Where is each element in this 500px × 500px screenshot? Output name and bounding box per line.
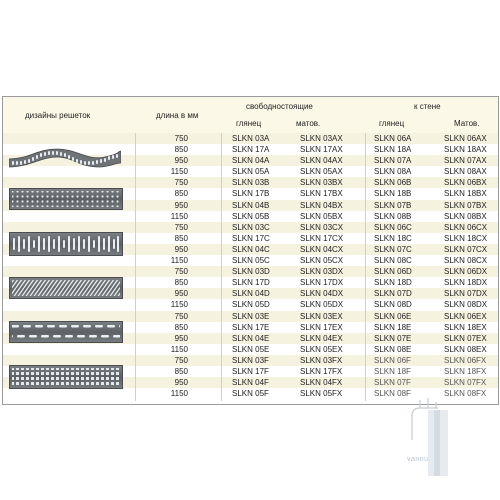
wall-matt-cell: SLKN 07DX — [444, 289, 488, 299]
freestanding-gloss-cell: SLKN 04A — [232, 156, 270, 166]
wall-matt-cell: SLKN 08EX — [444, 344, 487, 354]
length-cell: 1150 — [170, 256, 188, 266]
wall-gloss-cell: SLKN 18C — [374, 233, 412, 243]
freestanding-gloss-cell: SLKN 03B — [232, 178, 270, 188]
freestanding-gloss-cell: SLKN 04C — [232, 244, 270, 254]
length-cell: 850 — [174, 366, 188, 376]
wall-gloss-cell: SLKN 07B — [374, 200, 412, 210]
wall-gloss-cell: SLKN 06B — [374, 178, 412, 188]
header-freestanding: свободностоящие — [246, 102, 313, 111]
header-matt-wall: Матов. — [454, 119, 480, 128]
freestanding-matt-cell: SLKN 04CX — [300, 244, 344, 254]
wall-matt-cell: SLKN 07BX — [444, 200, 487, 210]
freestanding-matt-cell: SLKN 17BX — [300, 189, 343, 199]
freestanding-gloss-cell: SLKN 05A — [232, 167, 270, 177]
length-cell: 750 — [174, 311, 188, 321]
grate-wave-slots-image — [9, 143, 121, 169]
wall-gloss-cell: SLKN 08A — [374, 167, 412, 177]
grate-dot-grid-image — [9, 188, 123, 210]
length-cell: 1150 — [170, 211, 188, 221]
freestanding-matt-cell: SLKN 04FX — [300, 378, 343, 388]
table-body — [3, 133, 498, 399]
freestanding-gloss-cell: SLKN 04D — [232, 289, 270, 299]
wall-matt-cell: SLKN 07FX — [444, 378, 487, 388]
freestanding-gloss-cell: SLKN 03D — [232, 267, 270, 277]
wall-matt-cell: SLKN 06AX — [444, 134, 487, 143]
length-cell: 850 — [174, 189, 188, 199]
wall-matt-cell: SLKN 18CX — [444, 233, 488, 243]
freestanding-matt-cell: SLKN 03FX — [300, 355, 343, 365]
freestanding-gloss-cell: SLKN 17B — [232, 189, 270, 199]
table-row — [3, 299, 498, 310]
length-cell: 850 — [174, 322, 188, 332]
wall-matt-cell: SLKN 07AX — [444, 156, 487, 166]
price-table — [2, 96, 499, 405]
freestanding-matt-cell: SLKN 17EX — [300, 322, 343, 332]
length-cell: 950 — [174, 378, 188, 388]
wall-gloss-cell: SLKN 18D — [374, 278, 412, 288]
wall-gloss-cell: SLKN 08B — [374, 211, 412, 221]
freestanding-matt-cell: SLKN 03CX — [300, 222, 344, 232]
freestanding-gloss-cell: SLKN 04E — [232, 333, 270, 343]
length-cell: 750 — [174, 178, 188, 188]
length-cell: 1150 — [170, 344, 188, 354]
wall-matt-cell: SLKN 06BX — [444, 178, 487, 188]
grate-vertical-slots-image — [9, 232, 123, 256]
freestanding-gloss-cell: SLKN 05E — [232, 344, 270, 354]
grate-diagonal-stripes-image — [9, 277, 123, 299]
freestanding-matt-cell: SLKN 17CX — [300, 233, 344, 243]
length-cell: 750 — [174, 134, 188, 143]
length-cell: 950 — [174, 244, 188, 254]
freestanding-matt-cell: SLKN 05EX — [300, 344, 343, 354]
column-divider — [221, 133, 222, 401]
length-cell: 950 — [174, 333, 188, 343]
wall-gloss-cell: SLKN 18E — [374, 322, 412, 332]
freestanding-gloss-cell: SLKN 05F — [232, 389, 269, 399]
wall-matt-cell: SLKN 08FX — [444, 389, 487, 399]
freestanding-matt-cell: SLKN 04DX — [300, 289, 344, 299]
wall-matt-cell: SLKN 08DX — [444, 300, 488, 310]
wall-gloss-cell: SLKN 18B — [374, 189, 412, 199]
wall-gloss-cell: SLKN 18A — [374, 145, 412, 155]
wall-matt-cell: SLKN 18AX — [444, 145, 487, 155]
length-cell: 850 — [174, 278, 188, 288]
freestanding-gloss-cell: SLKN 17F — [232, 366, 269, 376]
freestanding-gloss-cell: SLKN 03E — [232, 311, 270, 321]
freestanding-matt-cell: SLKN 04AX — [300, 156, 343, 166]
wall-matt-cell: SLKN 08BX — [444, 211, 487, 221]
wall-matt-cell: SLKN 07CX — [444, 244, 488, 254]
table-row — [3, 344, 498, 355]
freestanding-matt-cell: SLKN 04BX — [300, 200, 343, 210]
header-gloss-freestanding: глянец — [236, 119, 262, 128]
length-cell: 950 — [174, 289, 188, 299]
freestanding-gloss-cell: SLKN 17D — [232, 278, 270, 288]
wall-gloss-cell: SLKN 08C — [374, 256, 412, 266]
header-matt-freestanding: матов. — [296, 119, 321, 128]
freestanding-gloss-cell: SLKN 17A — [232, 145, 270, 155]
length-cell: 950 — [174, 156, 188, 166]
wall-gloss-cell: SLKN 07E — [374, 333, 412, 343]
table-row — [3, 255, 498, 266]
column-divider — [135, 133, 136, 401]
watermark-text: vannu — [407, 456, 429, 463]
length-cell: 1150 — [170, 167, 188, 177]
freestanding-gloss-cell: SLKN 04B — [232, 200, 270, 210]
freestanding-gloss-cell: SLKN 03F — [232, 355, 269, 365]
freestanding-matt-cell: SLKN 05BX — [300, 211, 343, 221]
column-divider — [365, 133, 366, 401]
wall-gloss-cell: SLKN 08E — [374, 344, 412, 354]
table-row — [3, 266, 498, 277]
freestanding-matt-cell: SLKN 05CX — [300, 256, 344, 266]
wall-matt-cell: SLKN 18DX — [444, 278, 488, 288]
wall-matt-cell: SLKN 18EX — [444, 322, 487, 332]
wall-matt-cell: SLKN 18BX — [444, 189, 487, 199]
freestanding-matt-cell: SLKN 03AX — [300, 134, 343, 143]
table-header — [3, 97, 498, 133]
wall-gloss-cell: SLKN 06F — [374, 355, 411, 365]
grate-dash-rows-image — [9, 321, 123, 343]
grate-square-grid-image — [9, 365, 123, 389]
freestanding-gloss-cell: SLKN 03A — [232, 134, 270, 143]
freestanding-gloss-cell: SLKN 05B — [232, 211, 270, 221]
table-row — [3, 177, 498, 188]
freestanding-matt-cell: SLKN 05DX — [300, 300, 344, 310]
wall-gloss-cell: SLKN 08F — [374, 389, 411, 399]
wall-gloss-cell: SLKN 06C — [374, 222, 412, 232]
length-cell: 1150 — [170, 389, 188, 399]
wall-gloss-cell: SLKN 07A — [374, 156, 412, 166]
length-cell: 750 — [174, 222, 188, 232]
length-cell: 750 — [174, 267, 188, 277]
wall-gloss-cell: SLKN 06D — [374, 267, 412, 277]
wall-matt-cell: SLKN 18FX — [444, 366, 487, 376]
wall-gloss-cell: SLKN 07D — [374, 289, 412, 299]
length-cell: 1150 — [170, 300, 188, 310]
length-cell: 850 — [174, 145, 188, 155]
header-designs: дизайны решеток — [25, 111, 91, 120]
length-cell: 950 — [174, 200, 188, 210]
wall-matt-cell: SLKN 06CX — [444, 222, 488, 232]
wall-gloss-cell: SLKN 06E — [374, 311, 412, 321]
wall-gloss-cell: SLKN 18F — [374, 366, 411, 376]
freestanding-matt-cell: SLKN 03DX — [300, 267, 344, 277]
wall-matt-cell: SLKN 07EX — [444, 333, 487, 343]
header-length: длина в мм — [156, 111, 199, 120]
freestanding-gloss-cell: SLKN 17C — [232, 233, 270, 243]
freestanding-gloss-cell: SLKN 03C — [232, 222, 270, 232]
freestanding-gloss-cell: SLKN 17E — [232, 322, 270, 332]
header-gloss-wall: глянец — [379, 119, 405, 128]
length-cell: 850 — [174, 233, 188, 243]
freestanding-matt-cell: SLKN 17DX — [300, 278, 344, 288]
freestanding-matt-cell: SLKN 03BX — [300, 178, 343, 188]
wall-gloss-cell: SLKN 06A — [374, 134, 412, 143]
wall-gloss-cell: SLKN 07C — [374, 244, 412, 254]
freestanding-matt-cell: SLKN 17FX — [300, 366, 343, 376]
header-wall: к стене — [414, 102, 441, 111]
freestanding-matt-cell: SLKN 17AX — [300, 145, 343, 155]
freestanding-matt-cell: SLKN 04EX — [300, 333, 343, 343]
wall-matt-cell: SLKN 06DX — [444, 267, 488, 277]
freestanding-matt-cell: SLKN 05AX — [300, 167, 343, 177]
table-row — [3, 211, 498, 222]
table-row — [3, 311, 498, 322]
watermark-logo — [404, 396, 452, 476]
length-cell: 750 — [174, 355, 188, 365]
freestanding-matt-cell: SLKN 03EX — [300, 311, 343, 321]
freestanding-gloss-cell: SLKN 05C — [232, 256, 270, 266]
wall-matt-cell: SLKN 06FX — [444, 355, 487, 365]
freestanding-gloss-cell: SLKN 04F — [232, 378, 269, 388]
wall-matt-cell: SLKN 06EX — [444, 311, 487, 321]
wall-gloss-cell: SLKN 07F — [374, 378, 411, 388]
wall-matt-cell: SLKN 08CX — [444, 256, 488, 266]
wall-matt-cell: SLKN 08AX — [444, 167, 487, 177]
freestanding-matt-cell: SLKN 05FX — [300, 389, 343, 399]
wall-gloss-cell: SLKN 08D — [374, 300, 412, 310]
freestanding-gloss-cell: SLKN 05D — [232, 300, 270, 310]
